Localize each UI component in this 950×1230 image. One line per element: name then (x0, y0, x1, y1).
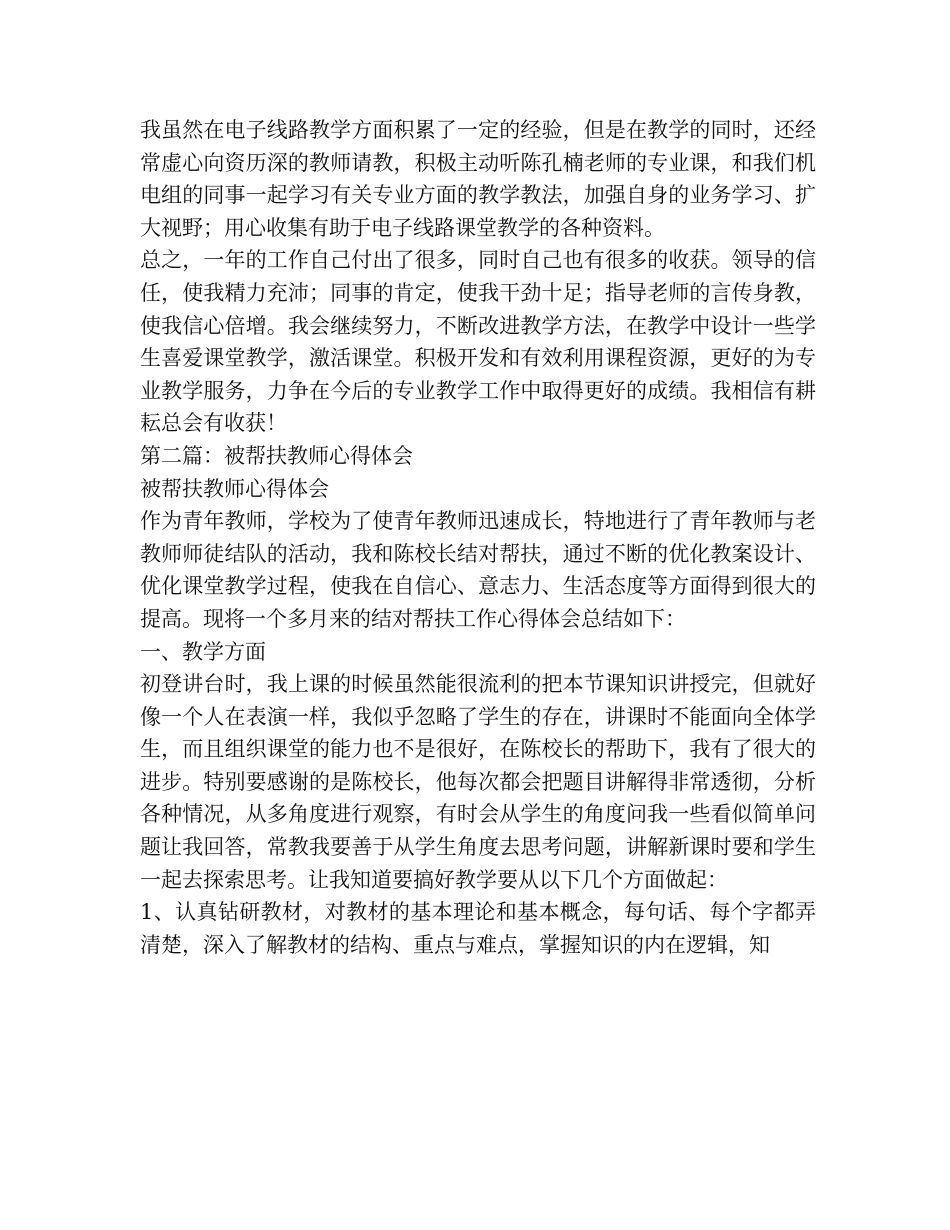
paragraph-teaching: 初登讲台时，我上课的时候虽然能很流利的把本节课知识讲授完，但就好像一个人在表演一样，我似乎忽略了学生的存在，讲课时不能面向全体学生，而且组织课堂的能力也不是很好，在陈校长的帮助下，我有了很大的进步。特别要感谢的是陈校长，他每次都会把题目讲解得非常透彻，分析各种情况，从多角度进行观察，有时会从学生的角度问我一些看似简单问题让我回答，常教我要善于从学生角度去思考问题，讲解新课时要和学生一起去探索思考。让我知道要搞好教学要从以下几个方面做起： (140, 672, 816, 892)
paragraph-intro: 作为青年教师，学校为了使青年教师迅速成长，特地进行了青年教师与老教师师徒结队的活动，我和陈校长结对帮扶，通过不断的优化教案设计、优化课堂教学过程，使我在自信心、意志力、生活态度等方面得到很大的提高。现将一个多月来的结对帮扶工作心得体会总结如下： (140, 509, 816, 631)
chapter-heading: 第二篇：被帮扶教师心得体会 (140, 443, 413, 468)
article-title: 被帮扶教师心得体会 (140, 476, 329, 501)
section-heading-teaching: 一、教学方面 (140, 639, 266, 664)
document-page (140, 114, 816, 961)
paragraph-experience: 我虽然在电子线路教学方面积累了一定的经验，但是在教学的同时，还经常虚心向资历深的教师请教，积极主动听陈孔楠老师的专业课，和我们机电组的同事一起学习有关专业方面的教学教法，加强自身的业务学习、扩大视野；用心收集有助于电子线路课堂教学的各种资料。 (140, 118, 816, 240)
paragraph-item-1: 1、认真钻研教材，对教材的基本理论和基本概念，每句话、每个字都弄清楚，深入了解教材的结构、重点与难点，掌握知识的内在逻辑，知 (140, 900, 816, 957)
paragraph-summary: 总之，一年的工作自己付出了很多，同时自己也有很多的收获。领导的信任，使我精力充沛；同事的肯定，使我干劲十足；指导老师的言传身教，使我信心倍增。我会继续努力，不断改进教学方法，在教学中设计一些学生喜爱课堂教学，激活课堂。积极开发和有效利用课程资源，更好的为专业教学服务，力争在今后的专业教学工作中取得更好的成绩。我相信有耕耘总会有收获！ (140, 248, 816, 436)
